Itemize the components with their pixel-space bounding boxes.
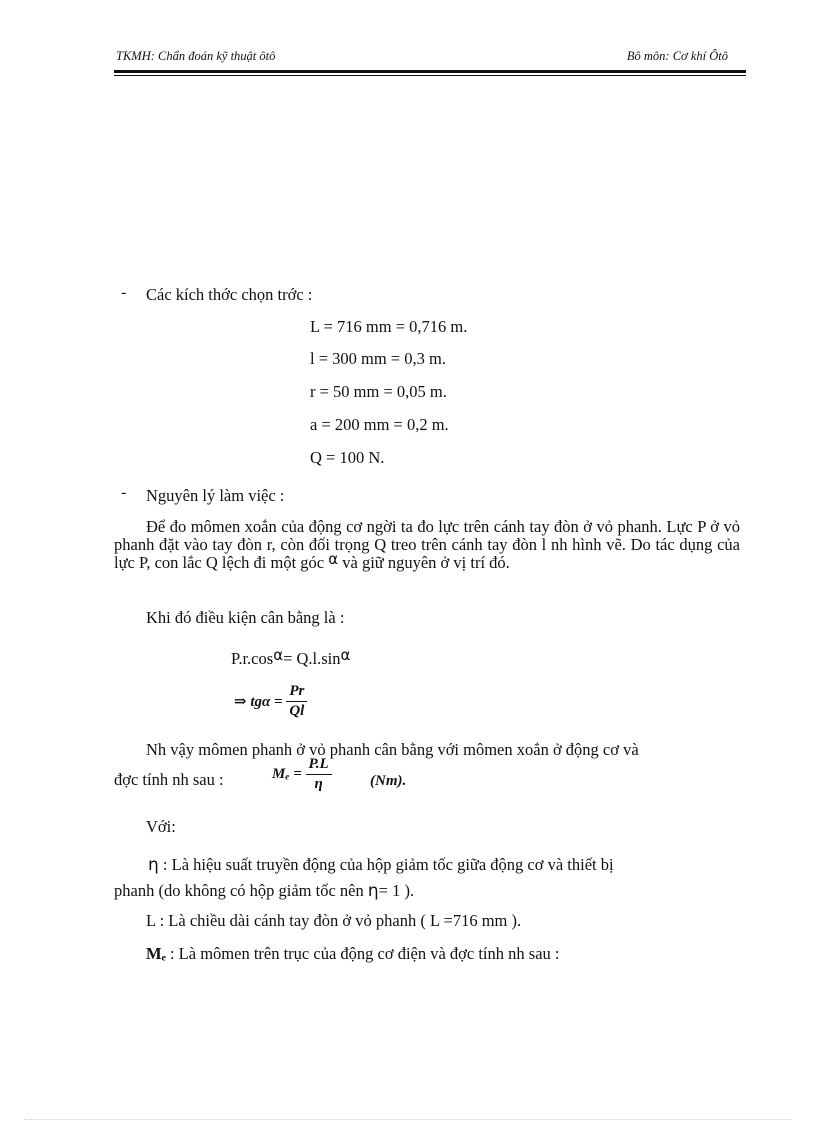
torque-unit: (Nm).	[370, 773, 407, 789]
header-rule-thin	[114, 75, 746, 76]
Me-symbol: Mₑ	[146, 944, 166, 963]
header-course-title: TKMH: Chẩn đoán kỹ thuật ôtô	[116, 49, 276, 63]
principle-text-end: và giữ nguyên ở vị trí đó.	[342, 553, 510, 572]
eq2-fraction	[286, 683, 307, 720]
eq1-alpha-1: α	[273, 646, 284, 664]
Me-text: : Là mômen trên trục của động cơ điện và đợc tính nh sau :	[169, 944, 560, 963]
equation-1	[231, 646, 351, 668]
eta-symbol: η	[148, 855, 159, 875]
eq2-denominator: Ql	[289, 703, 305, 719]
bullet-dims: -	[121, 284, 127, 301]
dim-Q: Q = 100 N.	[310, 448, 385, 467]
torque-fraction	[306, 756, 332, 793]
dim-l: l = 300 mm = 0,3 m.	[310, 349, 446, 368]
torque-denominator: η	[314, 776, 323, 792]
page-header	[116, 49, 728, 65]
eq2-numerator: Pr	[286, 683, 307, 702]
dim-r: r = 50 mm = 0,05 m.	[310, 382, 447, 401]
balance-condition: Khi đó điều kiện cân bằng là :	[146, 608, 345, 627]
dim-a: a = 200 mm = 0,2 m.	[310, 415, 449, 434]
eta-line-1	[148, 856, 740, 874]
eq1-mid: = Q.l.sin	[283, 649, 341, 668]
dims-title: Các kích thớc chọn trớc :	[146, 285, 313, 304]
footer-dotted-rule	[24, 1119, 792, 1120]
principle-title: Nguyên lý làm việc :	[146, 486, 285, 505]
bullet-principle: -	[121, 484, 127, 501]
principle-text: Để đo mômen xoắn của động cơ ngời ta đo lực trên cánh tay đòn ở vỏ phanh. Lực P ở vỏ phanh đặt vào tay đòn r, còn đối trọng Q treo trên cánh tay đòn l nh hình vẽ. Do tác dụng của lực P, con lắc Q lệch đi một góc	[114, 517, 740, 572]
torque-line-1: Nh vậy mômen phanh ở vỏ phanh cân bằng với mômen xoắn ở động cơ và	[146, 740, 639, 759]
with-label: Với:	[146, 817, 176, 836]
eta-text: : Là hiệu suất truyền động của hộp giảm tốc giữa động cơ và thiết bị	[162, 855, 614, 874]
eq1-alpha-2: α	[340, 646, 351, 664]
eta-text-2: phanh (do không có hộp giảm tốc nên	[114, 881, 364, 900]
header-rule-thick	[114, 70, 746, 73]
principle-paragraph	[114, 518, 740, 572]
eta-text-3: = 1 ).	[378, 881, 415, 900]
header-department: Bô môn: Cơ khí Ôtô	[626, 49, 728, 63]
torque-numerator: P.L	[306, 756, 332, 775]
torque-lhs: Mₑ =	[272, 766, 302, 782]
eq2-prefix: ⇒ tgα =	[234, 694, 283, 710]
Me-definition	[146, 945, 559, 963]
eta-symbol-2: η	[367, 881, 379, 901]
eta-line-2	[114, 882, 414, 900]
alpha-symbol: α	[328, 550, 339, 568]
torque-line-2: đợc tính nh sau :	[114, 770, 224, 789]
dim-L: L = 716 mm = 0,716 m.	[310, 317, 468, 336]
L-definition: L : Là chiều dài cánh tay đòn ở vỏ phanh ( L =716 mm ).	[146, 911, 522, 930]
equation-2	[234, 683, 307, 720]
eq1-left: P.r.cos	[231, 649, 274, 668]
torque-formula	[272, 756, 332, 793]
